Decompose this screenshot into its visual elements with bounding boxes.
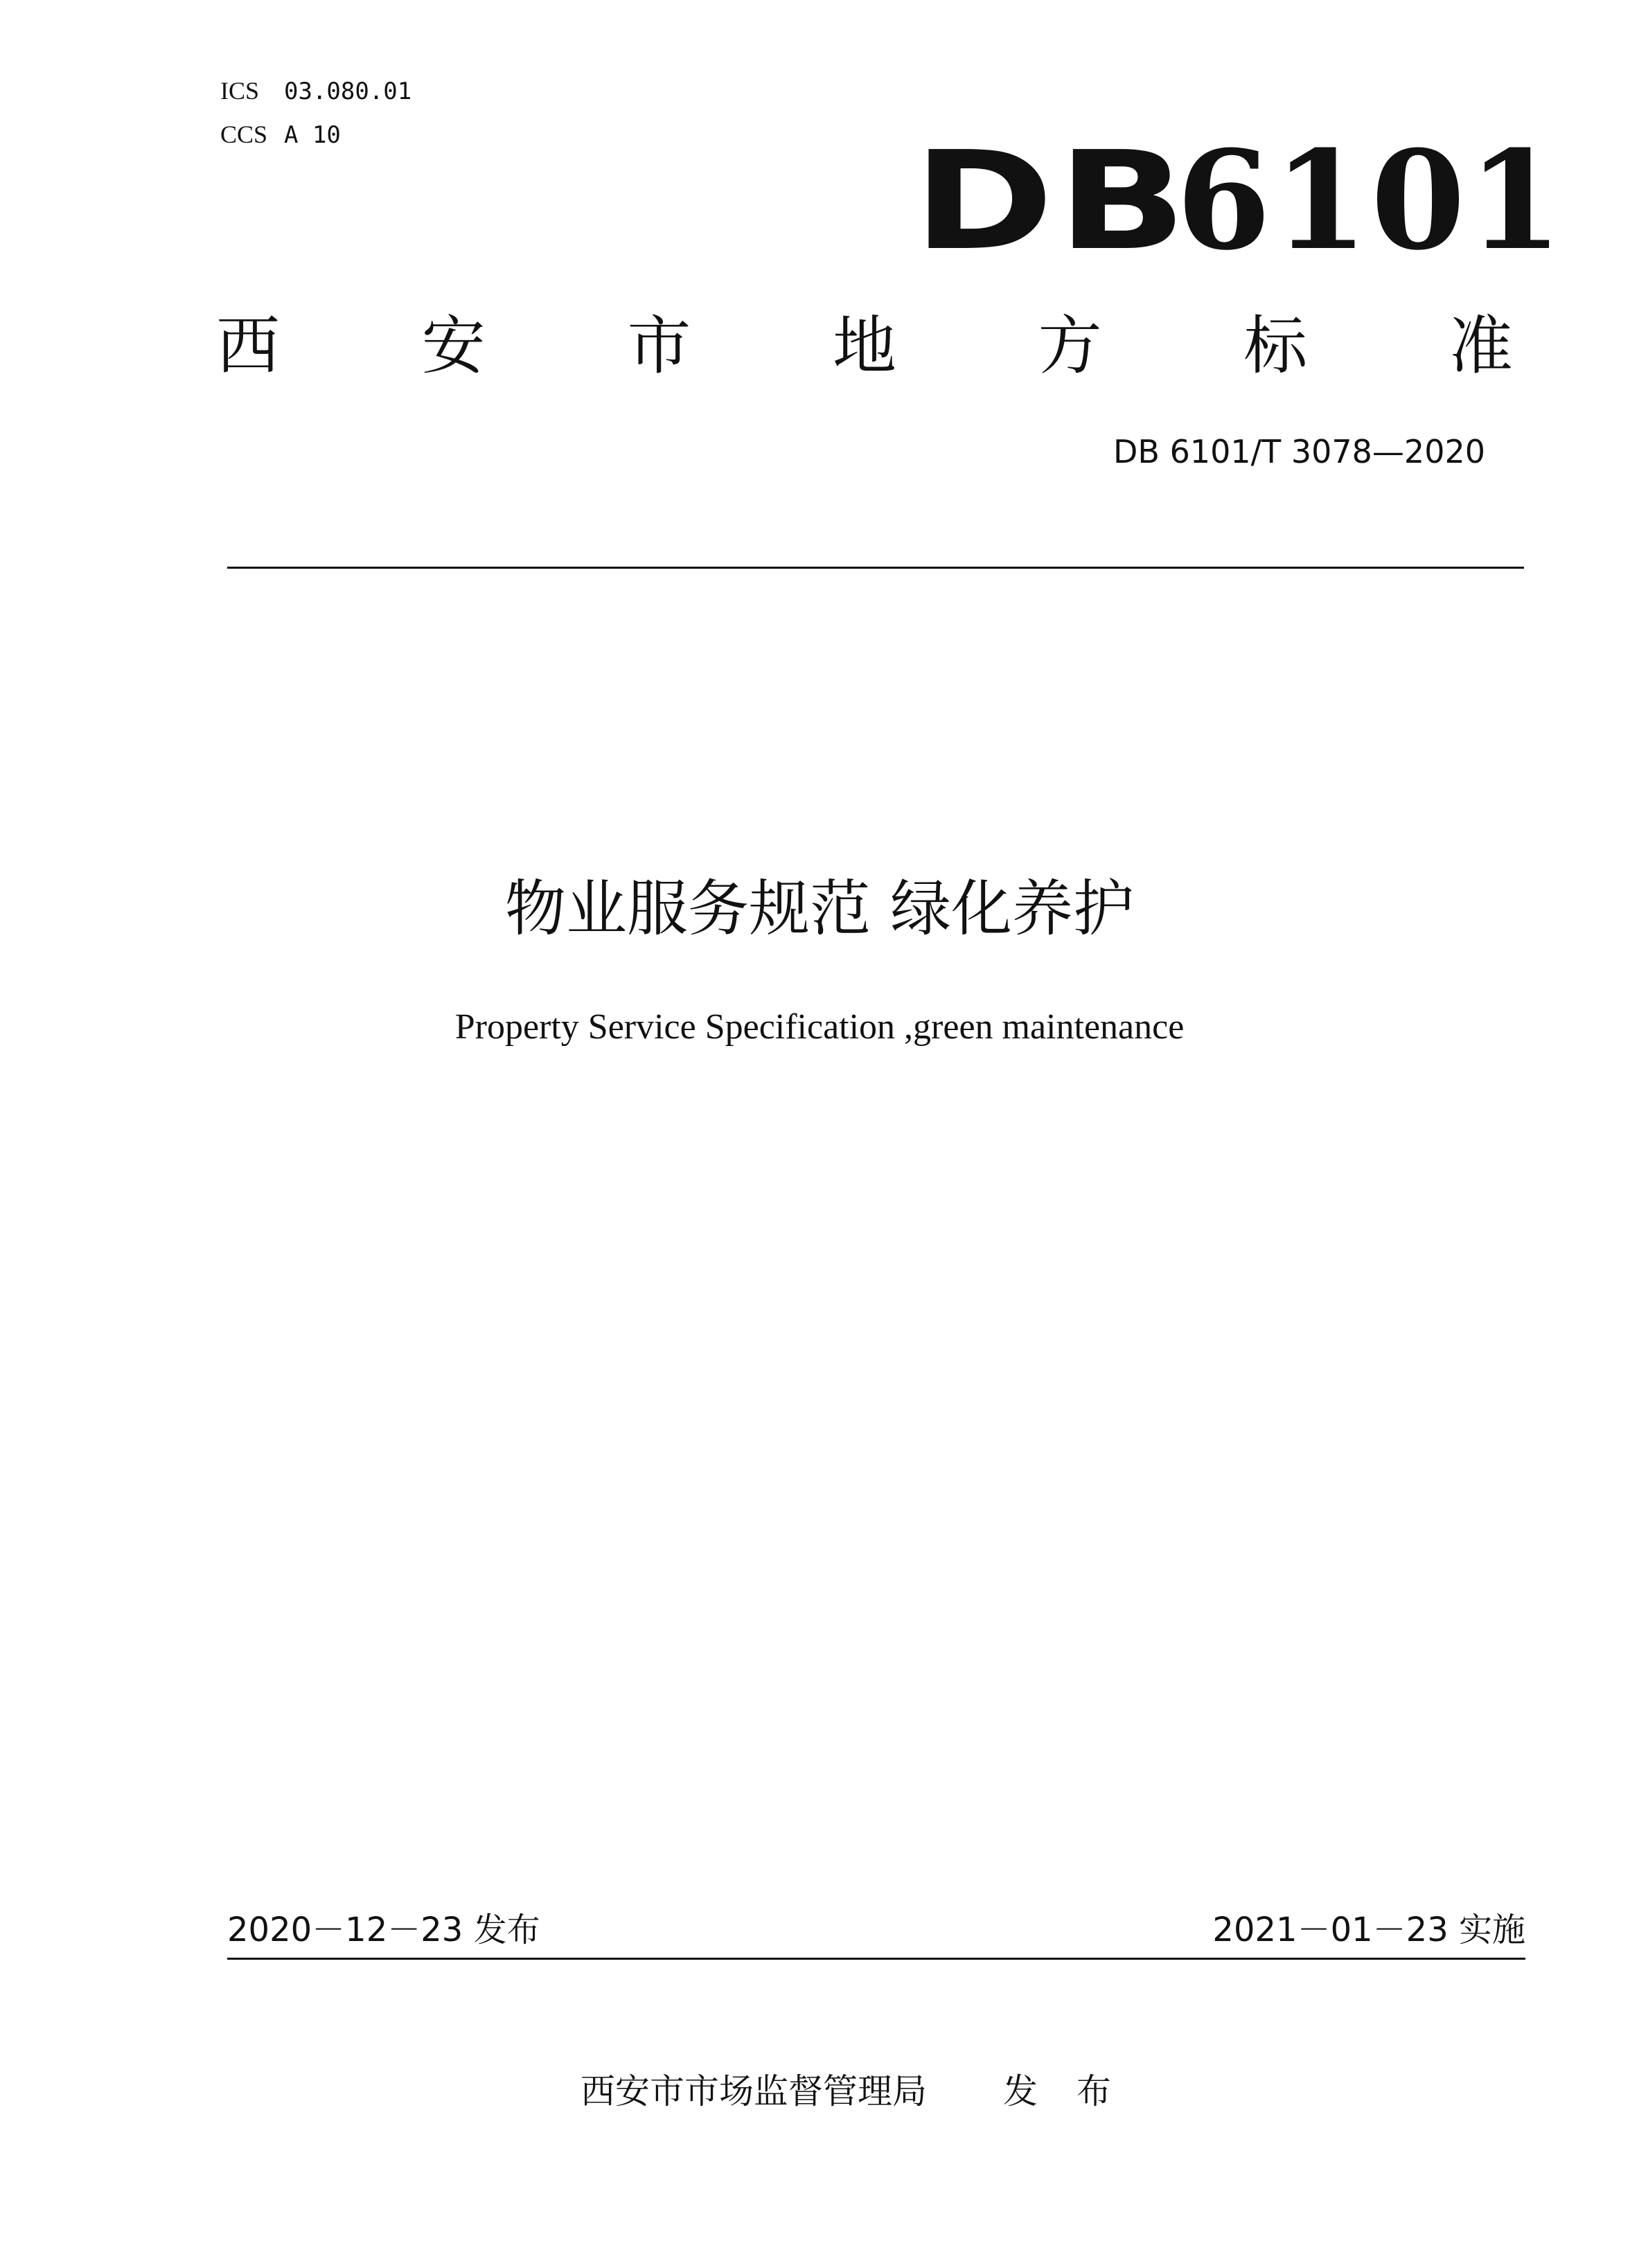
standard-type-char: 准 <box>1448 309 1513 383</box>
db-standard-mark <box>913 121 1566 281</box>
standard-type-char: 西 <box>216 309 281 383</box>
classification-codes <box>220 69 411 157</box>
db-mark-number: 6101 <box>1176 121 1566 281</box>
ccs-code <box>220 113 411 157</box>
ccs-value: A 10 <box>284 121 341 149</box>
ics-code <box>220 69 411 113</box>
document-title-english: Property Service Specification ,green maintenance <box>454 1007 1185 1047</box>
bottom-divider <box>227 1958 1525 1960</box>
db-mark-letters: DB <box>913 123 1191 281</box>
standard-number: DB 6101/T 3078—2020 <box>1113 433 1485 470</box>
document-title-chinese: 物业服务规范 绿化养护 <box>505 873 1134 944</box>
ics-label: ICS <box>220 77 260 105</box>
standard-type-char: 标 <box>1243 309 1308 383</box>
standard-type-char: 方 <box>1038 309 1102 383</box>
implementation-date: 2021－01－23 实施 <box>1212 1911 1525 1949</box>
standard-type-char: 安 <box>421 309 486 383</box>
publisher-line <box>581 2067 1125 2116</box>
top-divider <box>227 567 1524 569</box>
ccs-label: CCS <box>220 121 268 148</box>
standard-type-char: 地 <box>832 309 896 383</box>
publisher-name: 西安市市场监督管理局 <box>581 2071 927 2111</box>
publisher-action: 发 布 <box>1003 2071 1125 2111</box>
standard-type-char: 市 <box>627 309 691 383</box>
ics-value: 03.080.01 <box>284 78 412 105</box>
standard-type-heading <box>216 305 1513 388</box>
issue-date: 2020－12－23 发布 <box>227 1911 540 1949</box>
